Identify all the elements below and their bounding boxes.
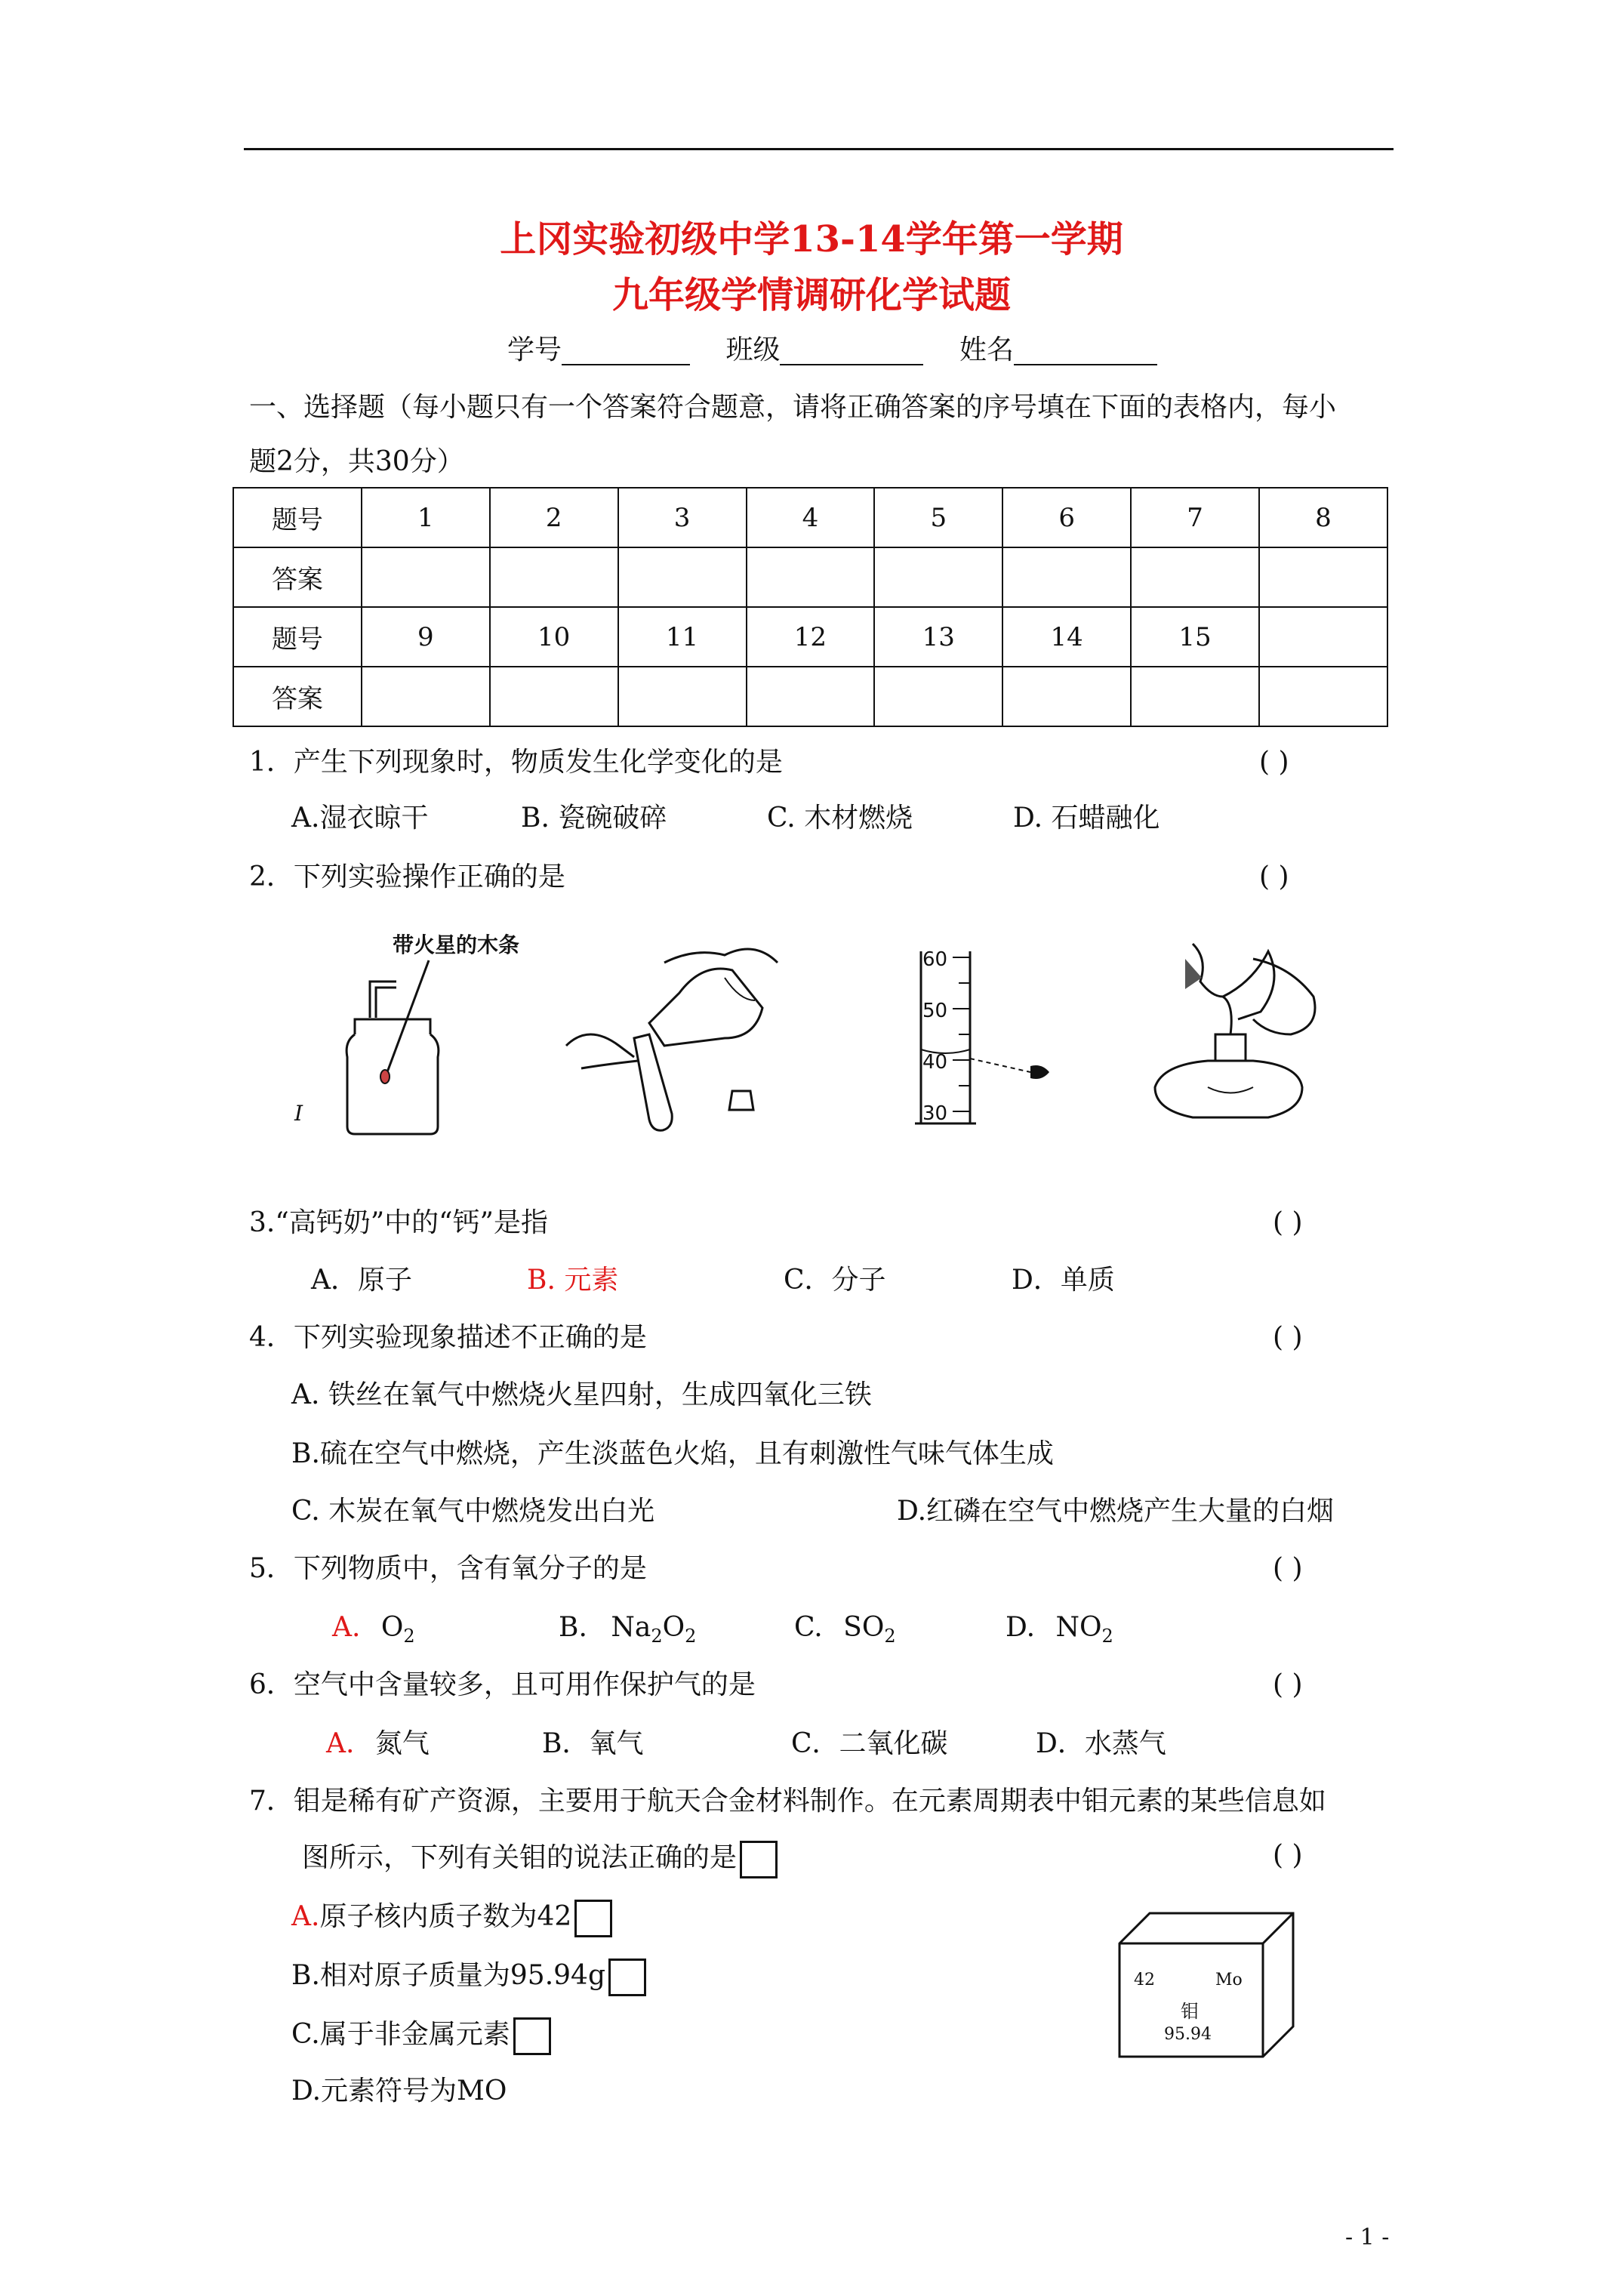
student-no-field[interactable] [562, 338, 690, 365]
element-atomic-number: 42 [1134, 1971, 1155, 1989]
q5-d-formula: $NO_2$ [1055, 1612, 1113, 1647]
question-number-cell: 4 [747, 488, 875, 547]
answer-cell[interactable] [618, 547, 747, 607]
q5-b-letter: B. [559, 1612, 587, 1643]
header-rule [244, 148, 1394, 150]
question-number-cell: 10 [490, 607, 618, 667]
question-number-cell: 5 [874, 488, 1002, 547]
q4-option-d: D.红磷在空气中燃烧产生大量的白烟 [897, 1496, 1335, 1527]
q2-answer-paren[interactable]: ( ) [1259, 861, 1289, 892]
answer-cell[interactable] [490, 547, 618, 607]
q3-option-b: B. 元素 [527, 1265, 619, 1296]
element-card-molybdenum [1117, 1910, 1298, 2061]
q7-a-letter: A. [291, 1901, 320, 1932]
section-intro-line2: 题2分，共30分） [249, 446, 464, 477]
class-field[interactable] [780, 338, 923, 365]
question-number-cell: 1 [362, 488, 490, 547]
q5-option-b [559, 1613, 696, 1651]
q3-option-a: A．原子 [311, 1265, 412, 1296]
title-line2: 九年级学情调研化学试题 [611, 274, 1011, 316]
section-intro-line1: 一、选择题（每小题只有一个答案符合题意，请将正确答案的序号填在下面的表格内，每小 [249, 392, 1337, 423]
table-row [233, 488, 1387, 547]
question-number-cell: 8 [1259, 488, 1387, 547]
fig-a-side-mark: I [294, 1101, 303, 1126]
q7-option-a [291, 1900, 612, 1937]
q7-c-box [513, 2017, 551, 2055]
answer-cell[interactable] [1259, 547, 1387, 607]
q1-answer-paren[interactable]: ( ) [1259, 747, 1289, 778]
question-number-cell: 9 [362, 607, 490, 667]
q5-option-d [1006, 1613, 1113, 1651]
page-number: - 1 - [1345, 2224, 1390, 2251]
q6-option-b: B．氧气 [542, 1728, 644, 1759]
q7-option-c [291, 2017, 551, 2055]
q5-c-letter: C. [794, 1612, 823, 1643]
fig-a-label: 带火星的木条 [393, 932, 520, 957]
question-number-cell [1259, 607, 1387, 667]
student-no-label: 学号 [507, 334, 562, 365]
answer-table [233, 487, 1388, 727]
table-row-header-cell: 题号 [233, 607, 362, 667]
answer-cell[interactable] [1259, 667, 1387, 726]
figure-graduated-cylinder [898, 944, 1087, 1133]
q3-option-d: D．单质 [1012, 1265, 1115, 1296]
q5-stem: 5．下列物质中，含有氧分子的是 [249, 1553, 647, 1584]
table-row [233, 607, 1387, 667]
q1-option-d: D. 石蜡融化 [1013, 803, 1160, 834]
q3-answer-paren[interactable]: ( ) [1273, 1207, 1303, 1238]
q6-a-text: 氮气 [374, 1728, 430, 1759]
answer-cell[interactable] [490, 667, 618, 726]
name-field[interactable] [1014, 338, 1157, 365]
q7-stem-line1: 7．钼是稀有矿产资源，主要用于航天合金材料制作。在元素周期表中钼元素的某些信息如 [249, 1786, 1326, 1817]
q6-stem: 6．空气中含量较多，且可用作保护气的是 [249, 1669, 756, 1700]
q5-option-c [794, 1613, 896, 1651]
q7-b-text: B.相对原子质量为95.94g [291, 1960, 606, 1991]
q7-answer-paren[interactable]: ( ) [1273, 1840, 1303, 1871]
q5-option-a [332, 1613, 415, 1651]
question-number-cell: 11 [618, 607, 747, 667]
q5-b-formula: $Na_2O_2$ [611, 1612, 697, 1647]
figure-pouring-liquid [551, 932, 785, 1136]
q7-a-box [574, 1900, 612, 1937]
q6-answer-paren[interactable]: ( ) [1273, 1669, 1303, 1700]
answer-cell[interactable] [618, 667, 747, 726]
answer-cell[interactable] [747, 547, 875, 607]
q6-option-c: C．二氧化碳 [791, 1728, 948, 1759]
q6-a-letter: A. [326, 1728, 355, 1759]
q5-a-formula: $O_2$ [380, 1612, 415, 1647]
answer-cell[interactable] [1131, 547, 1259, 607]
q4-answer-paren[interactable]: ( ) [1273, 1322, 1303, 1353]
cyl-tick-50: 50 [922, 1000, 948, 1022]
q5-d-letter: D. [1006, 1612, 1036, 1643]
answer-cell[interactable] [1002, 547, 1131, 607]
q4-stem: 4．下列实验现象描述不正确的是 [249, 1322, 647, 1353]
table-row-header-cell: 答案 [233, 547, 362, 607]
question-number-cell: 14 [1002, 607, 1131, 667]
q5-answer-paren[interactable]: ( ) [1273, 1553, 1303, 1584]
cyl-tick-60: 60 [922, 948, 948, 971]
q4-option-c: C. 木炭在氧气中燃烧发出白光 [291, 1496, 655, 1527]
q5-c-formula: $SO_2$ [843, 1612, 896, 1647]
q7-stem-text: 图所示，下列有关钼的说法正确的是 [302, 1842, 738, 1873]
q3-stem: 3.“高钙奶”中的“钙”是指 [249, 1207, 548, 1238]
q7-c-text: C.属于非金属元素 [291, 2019, 510, 2050]
q4-option-b: B.硫在空气中燃烧，产生淡蓝色火焰，且有刺激性气味气体生成 [291, 1438, 1054, 1469]
q1-stem: 1．产生下列现象时，物质发生化学变化的是 [249, 747, 783, 778]
q1-option-b: B. 瓷碗破碎 [521, 803, 667, 834]
q7-stem-line2 [302, 1841, 778, 1878]
table-row [233, 667, 1387, 726]
element-symbol: Mo [1215, 1971, 1243, 1989]
q7-option-b [291, 1959, 646, 1996]
question-number-cell: 6 [1002, 488, 1131, 547]
q2-stem: 2．下列实验操作正确的是 [249, 861, 565, 892]
title-line1: 上冈实验初级中学13-14学年第一学期 [500, 218, 1123, 260]
table-row-header-cell: 答案 [233, 667, 362, 726]
q1-option-a: A.湿衣晾干 [291, 803, 429, 834]
answer-cell[interactable] [874, 667, 1002, 726]
q6-option-a [326, 1729, 430, 1759]
answer-cell[interactable] [874, 547, 1002, 607]
question-number-cell: 12 [747, 607, 875, 667]
element-name: 钼 [1181, 2001, 1199, 2022]
element-atomic-mass: 95.94 [1164, 2025, 1212, 2044]
question-number-cell: 13 [874, 607, 1002, 667]
class-label: 班级 [725, 334, 781, 365]
question-number-cell: 7 [1131, 488, 1259, 547]
student-info-line [507, 335, 1157, 365]
name-label: 姓名 [959, 334, 1014, 365]
pouring-diagram [551, 932, 785, 1136]
figure-alcohol-lamp [1140, 936, 1336, 1133]
q7-stem-box [740, 1841, 778, 1878]
gas-bottle-diagram [294, 929, 551, 1140]
table-row [233, 547, 1387, 607]
q7-option-d: D.元素符号为MO [291, 2076, 507, 2106]
question-number-cell: 2 [490, 488, 618, 547]
figure-oxygen-test [294, 929, 551, 1140]
q6-option-d: D．水蒸气 [1036, 1728, 1166, 1759]
q7-a-text: 原子核内质子数为42 [319, 1901, 572, 1932]
q4-option-a: A. 铁丝在氧气中燃烧火星四射，生成四氧化三铁 [291, 1379, 872, 1410]
question-number-cell: 3 [618, 488, 747, 547]
answer-cell[interactable] [362, 547, 490, 607]
answer-cell[interactable] [1002, 667, 1131, 726]
cyl-tick-40: 40 [922, 1051, 948, 1074]
answer-cell[interactable] [747, 667, 875, 726]
question-number-cell: 15 [1131, 607, 1259, 667]
alcohol-lamp-diagram [1140, 936, 1336, 1133]
q7-b-box [608, 1959, 646, 1996]
answer-cell[interactable] [1131, 667, 1259, 726]
answer-cell[interactable] [362, 667, 490, 726]
q1-option-c: C. 木材燃烧 [767, 803, 913, 834]
q3-option-c: C．分子 [784, 1265, 886, 1296]
cyl-tick-30: 30 [922, 1102, 948, 1125]
q5-a-letter: A. [332, 1612, 361, 1643]
table-row-header-cell: 题号 [233, 488, 362, 547]
